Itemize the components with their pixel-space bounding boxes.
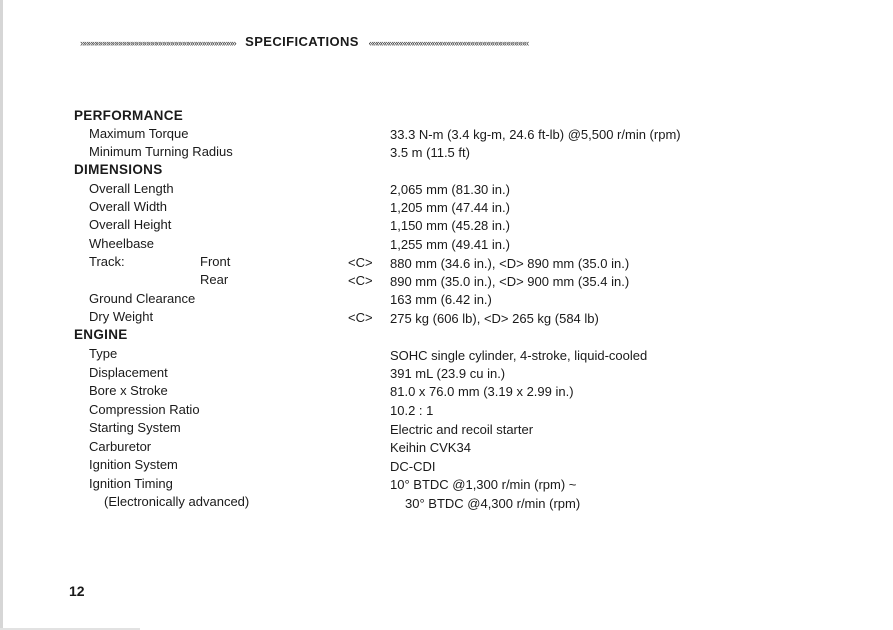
page-number: 12 (69, 583, 85, 599)
spec-label-wheelbase: Wheelbase (89, 236, 155, 251)
spec-value-overall-width: 1,205 mm (47.44 in.) (390, 200, 510, 215)
spec-label-starting-system: Starting System (89, 420, 181, 435)
page-title: SPECIFICATIONS (245, 34, 359, 49)
section-title-engine: ENGINE (74, 327, 128, 342)
spec-label-engine-type: Type (89, 346, 118, 361)
spec-label-bore-stroke: Bore x Stroke (89, 383, 168, 398)
spec-value-bore-stroke: 81.0 x 76.0 mm (3.19 x 2.99 in.) (390, 384, 574, 399)
spec-value-turning-radius: 3.5 m (11.5 ft) (390, 145, 470, 160)
section-title-performance: PERFORMANCE (74, 108, 184, 123)
spec-value-overall-length: 2,065 mm (81.30 in.) (390, 182, 510, 197)
spec-value-dry-weight: 275 kg (606 lb), <D> 265 kg (584 lb) (390, 311, 599, 326)
spec-value-ground-clearance: 163 mm (6.42 in.) (390, 292, 492, 307)
spec-value-track-front: 880 mm (34.6 in.), <D> 890 mm (35.0 in.) (390, 256, 630, 271)
section-title-dimensions: DIMENSIONS (74, 162, 163, 177)
spec-label-carburetor: Carburetor (89, 439, 152, 454)
page-edge-left (0, 0, 3, 630)
spec-value-wheelbase: 1,255 mm (49.41 in.) (390, 237, 510, 252)
spec-label-overall-height: Overall Height (89, 217, 172, 232)
spec-label-track-rear: Rear (200, 272, 229, 287)
spec-label-turning-radius: Minimum Turning Radius (89, 144, 233, 159)
model-mark-c: <C> (348, 255, 373, 270)
spec-value-ignition-timing-2: 30° BTDC @4,300 r/min (rpm) (405, 496, 581, 511)
spec-value-track-rear: 890 mm (35.0 in.), <D> 900 mm (35.4 in.) (390, 274, 630, 289)
spec-label-max-torque: Maximum Torque (89, 126, 189, 141)
header-right-chevrons: «««««««««««««««««««««««««««««««««««««««« (368, 38, 528, 49)
spec-value-ignition-system: DC-CDI (390, 459, 436, 474)
spec-label-dry-weight: Dry Weight (89, 309, 154, 324)
header-left-chevrons: »»»»»»»»»»»»»»»»»»»»»»»»»»»»»»»»»»»»»»» (80, 38, 236, 49)
spec-label-ignition-timing: Ignition Timing (89, 476, 173, 491)
spec-value-engine-type: SOHC single cylinder, 4-stroke, liquid-cooled (390, 348, 648, 363)
page-header (80, 34, 800, 49)
spec-label-displacement: Displacement (89, 365, 168, 380)
spec-value-overall-height: 1,150 mm (45.28 in.) (390, 218, 510, 233)
spec-label-ignition-system: Ignition System (89, 457, 178, 472)
spec-label-track-front: Front (200, 254, 231, 269)
model-mark-c: <C> (348, 273, 373, 288)
model-mark-c: <C> (348, 310, 373, 325)
spec-label-ground-clearance: Ground Clearance (89, 291, 196, 306)
spec-sublabel-ignition-timing: (Electronically advanced) (104, 494, 250, 509)
spec-label-overall-length: Overall Length (89, 181, 174, 196)
spec-value-carburetor: Keihin CVK34 (390, 440, 471, 455)
spec-label-track: Track: (89, 254, 125, 269)
spec-value-displacement: 391 mL (23.9 cu in.) (390, 366, 506, 381)
spec-label-compression-ratio: Compression Ratio (89, 402, 200, 417)
spec-value-compression-ratio: 10.2 : 1 (390, 403, 434, 418)
spec-label-overall-width: Overall Width (89, 199, 168, 214)
spec-value-starting-system: Electric and recoil starter (390, 422, 534, 437)
spec-value-max-torque: 33.3 N-m (3.4 kg-m, 24.6 ft-lb) @5,500 r/min (rpm) (390, 127, 681, 142)
spec-value-ignition-timing-1: 10° BTDC @1,300 r/min (rpm) ~ (390, 477, 577, 492)
